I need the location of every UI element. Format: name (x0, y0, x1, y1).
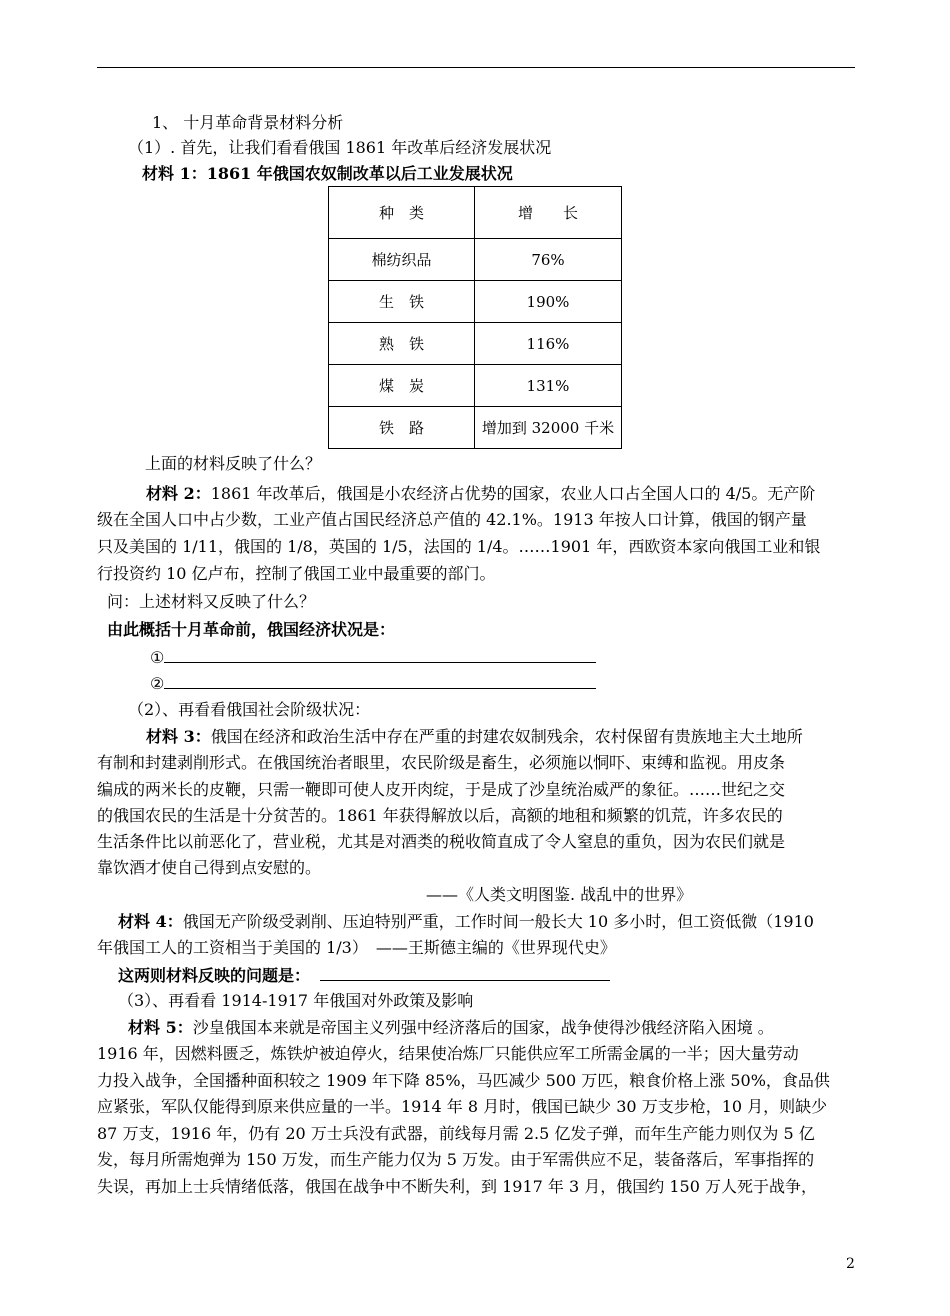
material-3-text: 俄国在经济和政治生活中存在严重的封建农奴制残余，农村保留有贵族地主大土地所 (210, 727, 803, 746)
material-2-line-1 (146, 483, 815, 505)
table-row (329, 365, 622, 407)
material-3-line-6: 靠饮酒才使自己得到点安慰的。 (97, 858, 322, 877)
summary-economy: 由此概括十月革命前，俄国经济状况是： (107, 620, 396, 639)
subsection-1-title: （1）. 首先，让我们看看俄国 1861 年改革后经济发展状况 (128, 138, 552, 157)
table-cell-growth: 131% (475, 365, 622, 407)
material-5-line-3: 力投入战争，全国播种面积较之 1909 年下降 85%，马匹减少 500 万匹，粮食价格上涨 50%，食品供 (97, 1071, 830, 1090)
material-2-label: 材料 2： (146, 484, 211, 503)
question-2: 问：上述材料又反映了什么？ (107, 592, 316, 611)
table-cell-growth: 增加到 32000 千米 (475, 407, 622, 449)
material-2-line-2: 级在全国人口中占少数，工业产值占国民经济总产值的 42.1%。1913 年按人口计算，俄国的钢产量 (97, 510, 807, 529)
summary-class-line (118, 964, 610, 987)
material-5-line-7: 失误，再加上士兵情绪低落，俄国在战争中不断失利，到 1917 年 3 月，俄国约 150 万人死于战争， (97, 1177, 817, 1196)
header-rule (97, 67, 855, 68)
section-heading: 1、 十月革命背景材料分析 (152, 113, 344, 132)
table-cell-category: 棉纺织品 (329, 239, 475, 281)
material-4-label: 材料 4： (118, 912, 183, 931)
industry-growth-table (328, 186, 622, 449)
answer-blank-3[interactable] (320, 964, 610, 981)
table-cell-growth: 76% (475, 239, 622, 281)
answer-marker-2: ② (150, 674, 165, 693)
answer-line-2 (150, 672, 596, 695)
subsection-3-title: （3）、再看看 1914-1917 年俄国对外政策及影响 (118, 991, 474, 1010)
table-cell-growth: 190% (475, 281, 622, 323)
table-header-row (329, 187, 622, 239)
table-row (329, 407, 622, 449)
table-cell-category: 生 铁 (329, 281, 475, 323)
material-5-label: 材料 5： (128, 1018, 193, 1037)
table-row (329, 239, 622, 281)
material-4-line-2: 年俄国工人的工资相当于美国的 1/3） ——王斯德主编的《世界现代史》 (97, 938, 616, 957)
material-4-line-1 (118, 911, 814, 933)
table-row (329, 281, 622, 323)
material-1-title: 材料 1：1861 年俄国农奴制改革以后工业发展状况 (142, 164, 513, 183)
material-3-line-5: 生活条件比以前恶化了，营业税，尤其是对酒类的税收简直成了令人窒息的重负，因为农民们就是 (97, 832, 786, 851)
table-cell-growth: 116% (475, 323, 622, 365)
table-cell-category: 铁 路 (329, 407, 475, 449)
material-3-line-3: 编成的两米长的皮鞭，只需一鞭即可使人皮开肉绽，于是成了沙皇统治威严的象征。……世纪之交 (97, 780, 786, 799)
material-2-line-4: 行投资约 10 亿卢布，控制了俄国工业中最重要的部门。 (97, 564, 496, 583)
table-header-growth: 增 长 (475, 187, 622, 239)
material-4-text: 俄国无产阶级受剥削、压迫特别严重，工作时间一般长大 10 多小时，但工资低微（1910 (182, 912, 814, 931)
answer-blank-1[interactable] (164, 646, 596, 663)
material-5-line-5: 87 万支，1916 年，仍有 20 万士兵没有武器，前线每月需 2.5 亿发子弹，而年生产能力则仅为 5 亿 (97, 1124, 815, 1143)
summary-class: 这两则材料反映的问题是： (118, 966, 311, 985)
material-2-text: 1861 年改革后，俄国是小农经济占优势的国家，农业人口占全国人口的 4/5。无产阶 (210, 484, 816, 503)
answer-line-1 (150, 646, 596, 669)
material-5-line-6: 发，每月所需炮弹为 150 万发，而生产能力仅为 5 万发。由于军需供应不足，装备落后，军事指挥的 (97, 1150, 815, 1169)
material-5-line-2: 1916 年，因燃料匮乏，炼铁炉被迫停火，结果使冶炼厂只能供应军工所需金属的一半；因大量劳动 (97, 1044, 799, 1063)
material-3-label: 材料 3： (146, 727, 211, 746)
table-header-category: 种 类 (329, 187, 475, 239)
table-cell-category: 熟 铁 (329, 323, 475, 365)
material-3-line-4: 的俄国农民的生活是十分贫苦的。1861 年获得解放以后，高额的地租和频繁的饥荒，许多农民的 (97, 806, 783, 825)
material-3-source: ——《人类文明图鉴. 战乱中的世界》 (426, 885, 693, 904)
material-3-line-2: 有制和封建剥削形式。在俄国统治者眼里，农民阶级是畜生，必须施以恫吓、束缚和监视。用皮条 (97, 753, 786, 772)
answer-marker-1: ① (150, 648, 165, 667)
table-row (329, 323, 622, 365)
answer-blank-2[interactable] (164, 672, 596, 689)
material-5-text: 沙皇俄国本来就是帝国主义列强中经济落后的国家，战争使得沙俄经济陷入困境 。 (192, 1018, 774, 1037)
material-5-line-1 (128, 1017, 774, 1039)
material-3-line-1 (146, 726, 803, 748)
question-1: 上面的材料反映了什么？ (145, 454, 322, 473)
table-cell-category: 煤 炭 (329, 365, 475, 407)
subsection-2-title: （2）、再看看俄国社会阶级状况： (128, 700, 371, 719)
material-5-line-4: 应紧张，军队仅能得到原来供应量的一半。1914 年 8 月时，俄国已缺少 30 万支步枪，10 月，则缺少 (97, 1097, 828, 1116)
page-number: 2 (846, 1256, 855, 1272)
material-2-line-3: 只及美国的 1/11，俄国的 1/8，英国的 1/5，法国的 1/4。……1901 年，西欧资本家向俄国工业和银 (97, 537, 821, 556)
